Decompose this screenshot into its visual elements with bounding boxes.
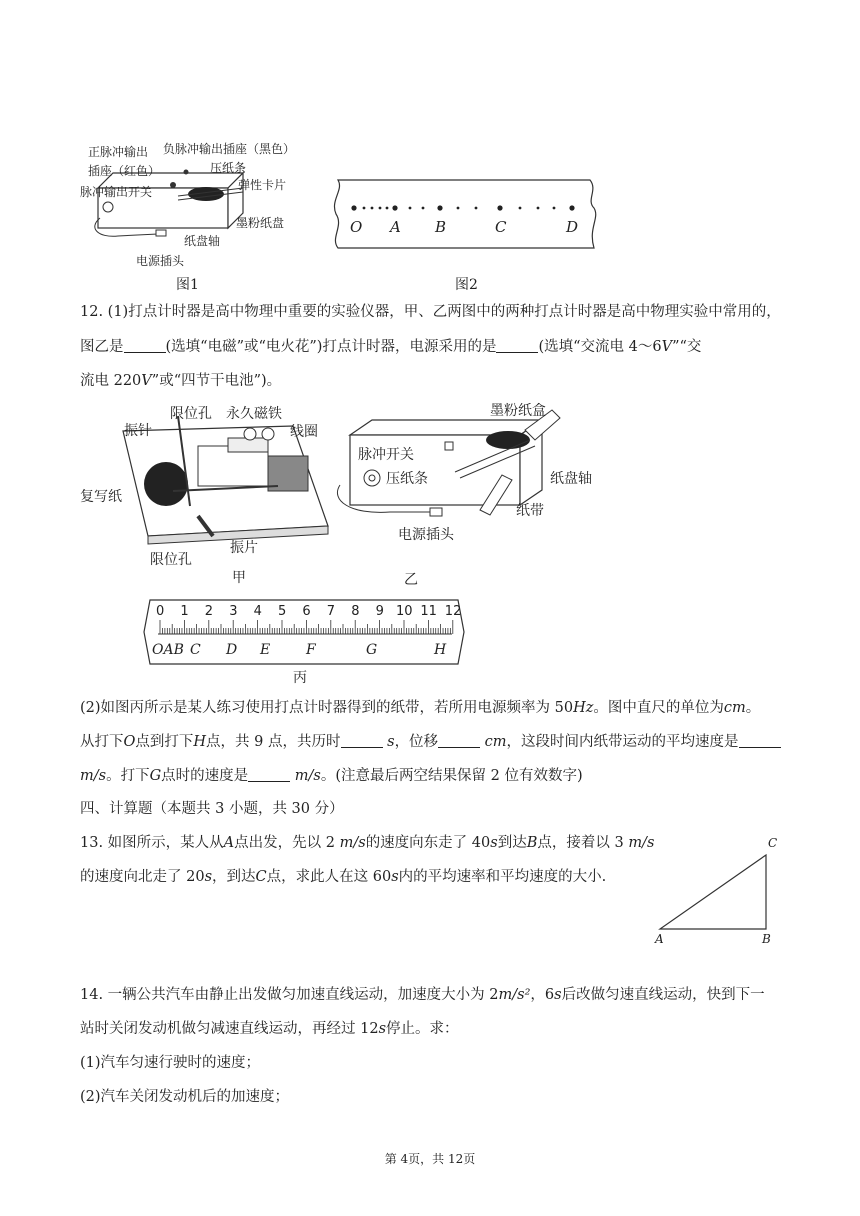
q12-part1-line3: 流电 220V”或“四节干电池”)。	[80, 373, 282, 389]
ruler-tick-label: 5	[278, 604, 287, 619]
label-coil: 线圈	[290, 424, 318, 440]
label-needle: 振针	[124, 423, 152, 439]
label-pulse-switch-yi: 脉冲开关	[358, 447, 414, 463]
triangle-diagram	[650, 845, 780, 945]
section-heading: 四、计算题（本题共 3 小题，共 30 分）	[80, 801, 344, 817]
q13-line1: 13. 如图所示，某人从A点出发，先以 2 m/s的速度向东走了 40s到达B点，接着以 3 m/s	[80, 835, 655, 851]
q14-line1: 14. 一辆公共汽车由静止出发做匀加速直线运动，加速度大小为 2m/s²，6s后改做匀速直线运动，快到下一	[80, 987, 765, 1003]
ruler-tick-label: 3	[229, 604, 238, 619]
answer-blank[interactable]	[496, 338, 538, 353]
ruler-tick-label: 0	[156, 604, 165, 619]
label-carbon: 复写纸	[80, 489, 122, 505]
tape-point-label: F	[306, 642, 316, 658]
figure-1-caption: 图1	[176, 277, 199, 293]
ruler-tick-label: 4	[253, 604, 262, 619]
label-magnet: 永久磁铁	[226, 406, 282, 422]
ruler-tick-label: 12	[444, 604, 462, 619]
label-plug-yi: 电源插头	[398, 527, 454, 543]
triangle-label-a: A	[655, 932, 664, 946]
label-ink-box: 墨粉纸盒	[490, 403, 546, 419]
q12-part1-line2: 图乙是 (选填“电磁”或“电火花”)打点计时器，电源采用的是 (选填“交流电 4～6V”“交	[80, 339, 702, 355]
tape-point-label: E	[260, 642, 271, 658]
label-limit-hole: 限位孔	[170, 406, 212, 422]
ruler-tick-label: 1	[180, 604, 189, 619]
tape-point-label: H	[434, 642, 447, 658]
label-socket-red: 插座（红色）	[88, 164, 161, 178]
q13-line2: 的速度向北走了 20s，到达C点，求此人在这 60s内的平均速率和平均速度的大小.	[80, 869, 607, 885]
ruler-tick-label: 6	[302, 604, 311, 619]
tape-point-label: OAB	[152, 642, 184, 658]
answer-blank[interactable]	[341, 733, 383, 748]
label-tape-yi: 纸带	[516, 503, 544, 519]
ruler-tick-label: 11	[420, 604, 437, 619]
ruler-tick-label: 2	[204, 604, 214, 619]
tape-point-c: C	[495, 218, 507, 236]
ruler-tick-label: 8	[351, 604, 360, 619]
figure-jia-caption: 甲	[232, 570, 246, 586]
q12-part2-line1: (2)如图丙所示是某人练习使用打点计时器得到的纸带，若所用电源频率为 50Hz。图中直尺的单位为cm。	[80, 700, 761, 716]
label-neg-out: 负脉冲输出插座（黑色）	[163, 142, 296, 156]
answer-blank[interactable]	[739, 733, 781, 748]
label-axis: 纸盘轴	[184, 234, 221, 248]
ruler-tick-label: 9	[375, 604, 384, 619]
tape-point-label: C	[190, 642, 201, 658]
answer-blank[interactable]	[438, 733, 480, 748]
q14-line4: (2)汽车关闭发动机后的加速度；	[80, 1089, 290, 1105]
label-press-strip: 压纸条	[210, 161, 247, 175]
figure-yi-caption: 乙	[404, 572, 418, 588]
label-pulse-switch: 脉冲输出开关	[80, 185, 153, 199]
tape-point-d: D	[566, 218, 579, 236]
answer-blank[interactable]	[248, 767, 290, 782]
label-reed: 振片	[230, 540, 258, 556]
tape-point-label: D	[226, 642, 238, 658]
label-elastic-card: 弹性卡片	[238, 178, 287, 192]
triangle-label-c: C	[768, 836, 778, 850]
label-limit-hole-2: 限位孔	[150, 552, 192, 568]
ruler-tick-label: 10	[396, 604, 413, 619]
figure-bing-caption: 丙	[293, 670, 307, 686]
q14-line2: 站时关闭发动机做匀减速直线运动，再经过 12s停止。求：	[80, 1021, 459, 1037]
q12-part2-line2: 从打下O点到打下H点，共 9 点，共历时 s，位移 cm，这段时间内纸带运动的平均速度是	[80, 731, 785, 753]
triangle-label-b: B	[762, 932, 771, 946]
page-footer: 第 4页，共 12页	[384, 1152, 476, 1166]
label-pos-out: 正脉冲输出	[88, 145, 149, 159]
figure-2-caption: 图2	[455, 277, 478, 293]
label-press-yi: 压纸条	[386, 471, 428, 487]
answer-blank[interactable]	[124, 338, 166, 353]
figure-2-tape	[330, 178, 602, 250]
tape-point-o: O	[350, 218, 363, 236]
label-axis-yi: 纸盘轴	[550, 471, 592, 487]
tape-point-a: A	[390, 218, 401, 236]
q12-part2-line3: m/s。打下G点时的速度是 m/s。(注意最后两空结果保留 2 位有效数字)	[80, 768, 583, 784]
label-ink-disk: 墨粉纸盘	[236, 216, 285, 230]
q12-part1-line1: 12. (1)打点计时器是高中物理中重要的实验仪器，甲、乙两图中的两种打点计时器是高中物理实验中常用的，	[80, 304, 781, 320]
ruler-tick-label: 7	[326, 604, 336, 619]
q14-line3: (1)汽车匀速行驶时的速度；	[80, 1055, 261, 1071]
tape-point-label: G	[366, 642, 378, 658]
tape-point-b: B	[435, 218, 447, 236]
label-plug: 电源插头	[136, 254, 185, 268]
